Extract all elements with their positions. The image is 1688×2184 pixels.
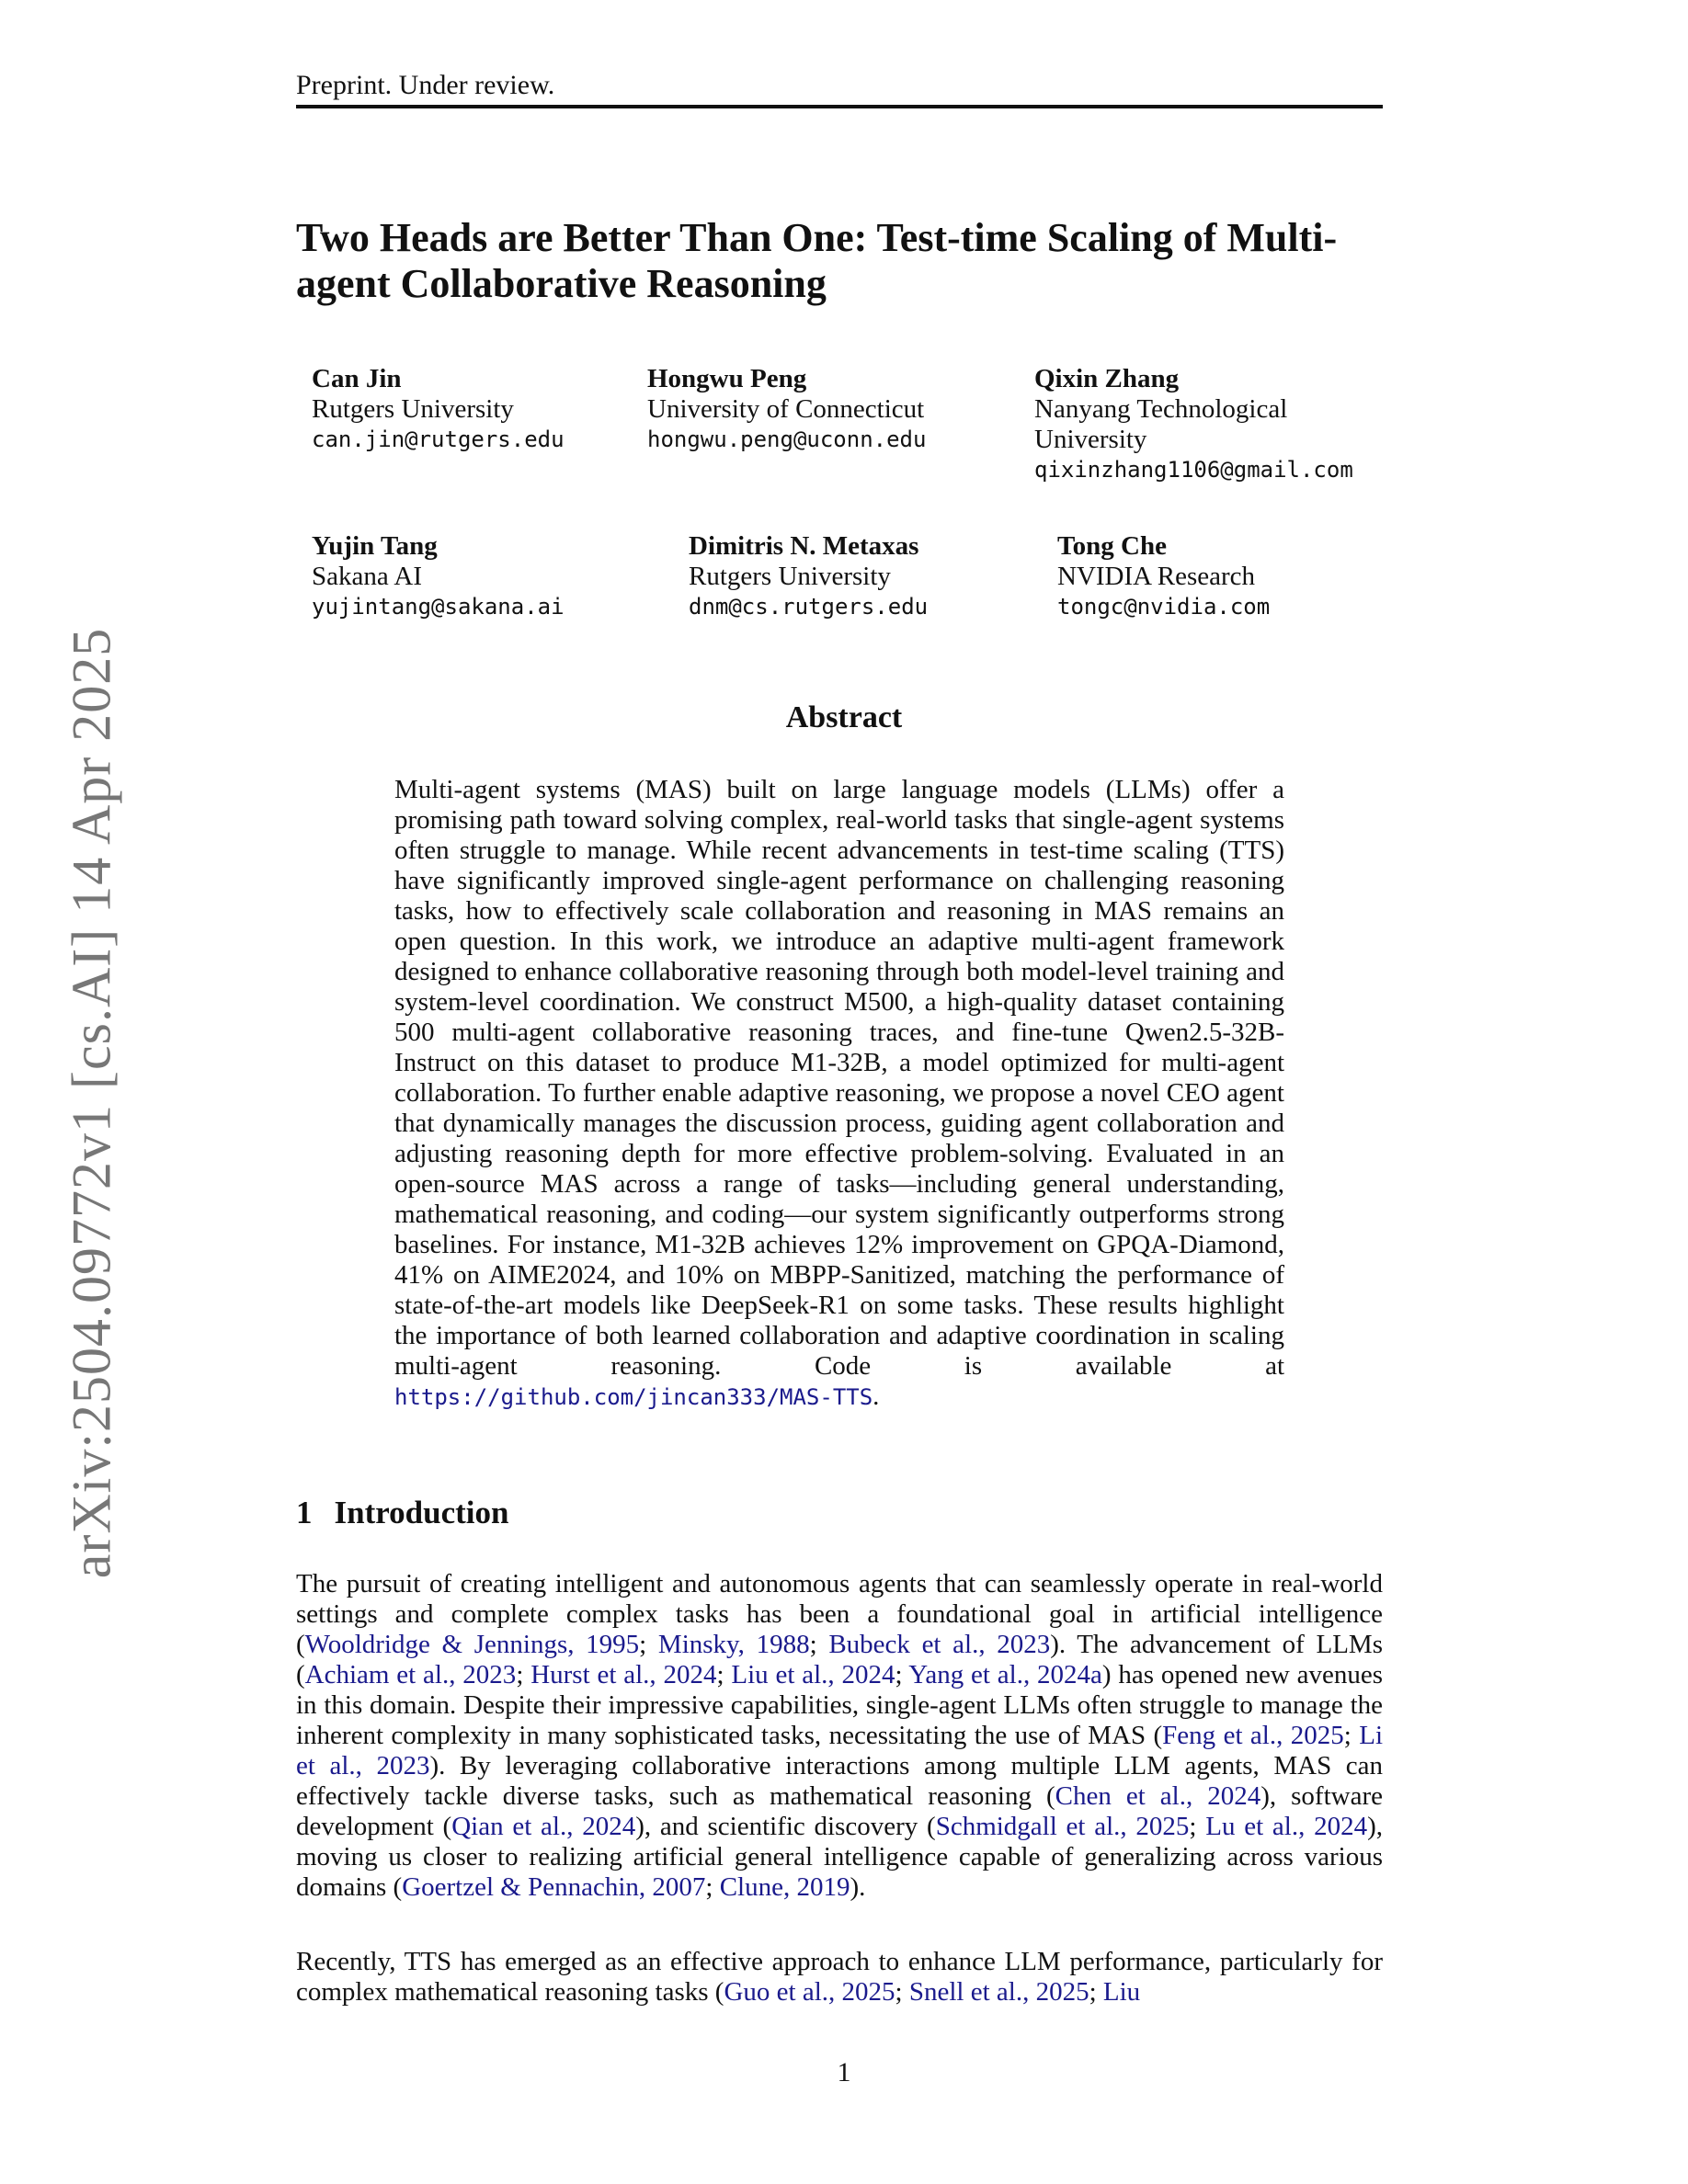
paragraph-text: ; (1189, 1812, 1206, 1841)
author-email[interactable]: can.jin@rutgers.edu (312, 427, 565, 452)
paragraph-text: ; (1343, 1721, 1360, 1750)
paragraph-text: ; (716, 1660, 732, 1689)
citation-link[interactable]: Liu (1102, 1977, 1141, 2007)
intro-paragraph-2 (296, 1947, 1383, 2008)
abstract-text: Multi-agent systems (MAS) built on large language models (LLMs) offer a promising path toward solving complex, real-world tasks that single-agent systems often struggle to manage. While recent advancements in test-time scaling (TTS) have significantly improved single-agent performance on challenging reasoning tasks, how to effectively scale collaboration and reasoning in MAS remains an open question. In this work, we introduce an adaptive multi-agent framework designed to enhance collaborative reasoning through both model-level training and system-level coordination. We construct M500, a high-quality dataset containing 500 multi-agent collaborative reasoning traces, and fine-tune Qwen2.5-32B-Instruct on this dataset to produce M1-32B, a model optimized for multi-agent collaboration. To further enable adaptive reasoning, we propose a novel CEO agent that dynamically manages the discussion process, guiding agent collaboration and adjusting reasoning depth for more effective problem-solving. Evaluated in an open-source MAS across a range of tasks—including general understanding, mathematical reasoning, and coding—our system significantly outperforms strong baselines. For instance, M1-32B achieves 12% improvement on GPQA-Diamond, 41% on AIME2024, and 10% on MBPP-Sanitized, matching the performance of state-of-the-art models like DeepSeek-R1 on some tasks. These results highlight the importance of both learned collaboration and adaptive coordination in scaling multi-agent reasoning. Code is available at (394, 775, 1284, 1381)
author-email[interactable]: qixinzhang1106@gmail.com (1034, 457, 1353, 483)
paragraph-text: ), software development ( (296, 1781, 1383, 1841)
citation-link[interactable]: Achiam et al., 2023 (304, 1660, 517, 1689)
paragraph-text: ; (705, 1872, 720, 1902)
paragraph-text: ). By leveraging collaborative interactions among multiple LLM agents, MAS can effectively tackle diverse tasks, such as mathematical reasoning ( (296, 1751, 1384, 1811)
paragraph-text: ; (895, 1660, 909, 1689)
arxiv-identifier-stamp: arXiv:2504.09772v1 [cs.AI] 14 Apr 2025 (61, 627, 122, 1579)
author-affiliation: Nanyang Technological University (1034, 394, 1288, 454)
citation-link[interactable]: Guo et al., 2025 (724, 1977, 895, 2007)
citation-link[interactable]: Lu et al., 2024 (1205, 1812, 1368, 1841)
author-block (1057, 531, 1270, 622)
author-affiliation: Rutgers University (312, 394, 514, 424)
paragraph-text: ), and scientific discovery ( (635, 1812, 936, 1841)
citation-link[interactable]: Bubeck et al., 2023 (828, 1630, 1051, 1659)
citation-link[interactable]: Minsky, 1988 (657, 1630, 810, 1659)
author-email[interactable]: dnm@cs.rutgers.edu (689, 594, 929, 620)
citation-link[interactable]: Feng et al., 2025 (1162, 1721, 1344, 1750)
intro-paragraph-1 (296, 1569, 1383, 1903)
citation-link[interactable]: Yang et al., 2024a (908, 1660, 1102, 1689)
author-block (1034, 364, 1353, 485)
author-affiliation: University of Connecticut (647, 394, 925, 424)
author-email[interactable]: tongc@nvidia.com (1057, 594, 1271, 620)
citation-link[interactable]: Goertzel & Pennachin, 2007 (402, 1872, 706, 1902)
running-head: Preprint. Under review. (296, 70, 555, 100)
citation-link[interactable]: Clune, 2019 (719, 1872, 850, 1902)
citation-link[interactable]: Hurst et al., 2024 (530, 1660, 717, 1689)
citation-link[interactable]: Li et al., 2023 (296, 1721, 1384, 1780)
header-rule (296, 105, 1383, 108)
author-affiliation: Sakana AI (312, 562, 422, 591)
section-heading-introduction (296, 1495, 508, 1531)
paragraph-text: ) has opened new avenues in this domain. Despite their impressive capabilities, single-agent LLMs often struggle to manage the inherent complexity in many sophisticated tasks, necessitating the use of MAS ( (296, 1660, 1383, 1750)
author-email[interactable]: yujintang@sakana.ai (312, 594, 565, 620)
author-name: Hongwu Peng (647, 364, 807, 393)
citation-link[interactable]: Liu et al., 2024 (731, 1660, 895, 1689)
paragraph-text: The pursuit of creating intelligent and autonomous agents that can seamlessly operate in real-world settings and complete complex tasks has been a foundational goal in artificial intelligence ( (296, 1569, 1383, 1659)
paragraph-text: ; (1089, 1977, 1103, 2007)
citation-link[interactable]: Schmidgall et al., 2025 (935, 1812, 1190, 1841)
paragraph-text: ), moving us closer to realizing artificial general intelligence capable of generalizing across various domains ( (296, 1812, 1383, 1902)
paragraph-text: Recently, TTS has emerged as an effective approach to enhance LLM performance, particularly for complex mathematical reasoning tasks ( (296, 1947, 1383, 2007)
citation-link[interactable]: Qian et al., 2024 (451, 1812, 636, 1841)
section-title: Introduction (334, 1495, 509, 1530)
section-number: 1 (296, 1495, 313, 1530)
citation-link[interactable]: Chen et al., 2024 (1055, 1781, 1261, 1811)
abstract-end: . (873, 1382, 880, 1411)
paragraph-text: ; (895, 1977, 909, 2007)
paper-title: Two Heads are Better Than One: Test-time Scaling of Multi-agent Collaborative Reasoning (296, 215, 1338, 306)
paragraph-text: ; (516, 1660, 531, 1689)
page-number: 1 (837, 2057, 851, 2087)
author-email[interactable]: hongwu.peng@uconn.edu (647, 427, 927, 452)
author-block (312, 364, 565, 455)
paragraph-text: ). The advancement of LLMs ( (296, 1630, 1384, 1689)
author-name: Yujin Tang (312, 531, 438, 561)
author-affiliation: Rutgers University (689, 562, 891, 591)
author-block (312, 531, 565, 622)
author-name: Tong Che (1057, 531, 1168, 561)
paragraph-text: ; (639, 1630, 658, 1659)
author-name: Dimitris N. Metaxas (689, 531, 919, 561)
code-link[interactable]: https://github.com/jincan333/MAS-TTS (394, 1384, 873, 1410)
author-block (647, 364, 926, 455)
author-name: Can Jin (312, 364, 402, 393)
citation-link[interactable]: Wooldridge & Jennings, 1995 (304, 1630, 640, 1659)
paragraph-text: ). (850, 1872, 866, 1902)
author-block (689, 531, 928, 622)
citation-link[interactable]: Snell et al., 2025 (908, 1977, 1089, 2007)
abstract-heading: Abstract (785, 700, 903, 734)
author-name: Qixin Zhang (1034, 364, 1180, 393)
author-affiliation: NVIDIA Research (1057, 562, 1256, 591)
abstract-body (394, 775, 1284, 1413)
paragraph-text: ; (809, 1630, 829, 1659)
